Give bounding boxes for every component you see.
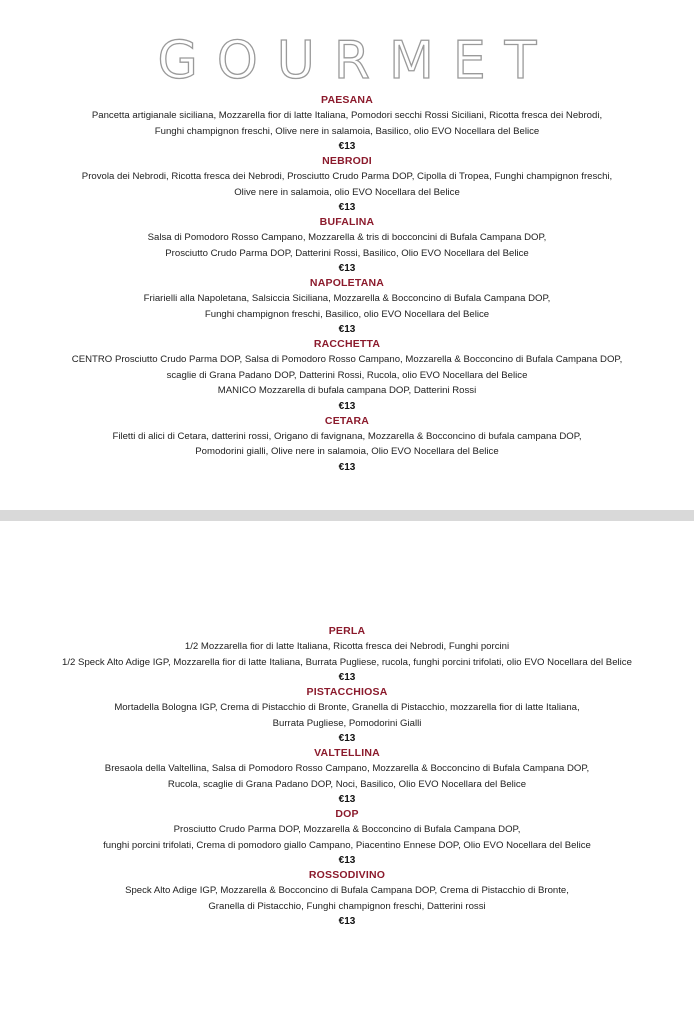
dish-price: €13 xyxy=(338,202,356,213)
dish-ingredients: Pancetta artigianale siciliana, Mozzarella fior di latte Italiana, Pomodori secchi Rossi Siciliani, Ricotta fresca dei Nebrodi, xyxy=(91,110,603,121)
dish-name: NAPOLETANA xyxy=(309,277,385,289)
dish-name: CETARA xyxy=(324,414,370,427)
dish-price: €13 xyxy=(338,141,356,152)
dish-ingredients: Speck Alto Adige IGP, Mozzarella & Bocconcino di Bufala Campana DOP, Crema di Pistacchio di Bronte, xyxy=(125,885,569,896)
menu-item xyxy=(0,154,694,215)
dish-ingredients: Granella di Pistacchio, Funghi champignon freschi, Datterini rossi xyxy=(208,900,486,912)
dish-name: DOP xyxy=(335,808,359,820)
dish-ingredients: funghi porcini trifolati, Crema di pomodoro giallo Campano, Piacentino Ennese DOP, Olio EVO Nocellara del Belice xyxy=(103,839,591,851)
dish-price: €13 xyxy=(338,855,356,866)
menu-item xyxy=(0,746,694,807)
dish-price: €13 xyxy=(338,916,356,927)
menu-item xyxy=(0,414,694,475)
dish-price: €13 xyxy=(338,672,356,683)
dish-ingredients: Pomodorini gialli, Olive nere in salamoia, Olio EVO Nocellara del Belice xyxy=(195,446,499,457)
dish-ingredients: Funghi champignon freschi, Basilico, olio EVO Nocellara del Belice xyxy=(204,308,490,320)
dish-name: PISTACCHIOSA xyxy=(306,686,388,698)
dish-ingredients: Mortadella Bologna IGP, Crema di Pistacchio di Bronte, Granella di Pistacchio, mozzarella fior di latte Italiana, xyxy=(114,702,580,713)
dish-ingredients: Funghi champignon freschi, Olive nere in salamoia, Basilico, olio EVO Nocellara del Belice xyxy=(154,125,540,137)
menu-item xyxy=(0,337,694,414)
menu-item xyxy=(0,685,694,746)
menu-list-2 xyxy=(0,624,694,929)
dish-ingredients: Salsa di Pomodoro Rosso Campano, Mozzarella & tris di bocconcini di Bufala Campana DOP, xyxy=(147,232,547,243)
dish-ingredients: 1/2 Mozzarella fior di latte Italiana, Ricotta fresca dei Nebrodi, Funghi porcini xyxy=(184,641,510,652)
page-title: GOURMET xyxy=(157,31,556,91)
menu-item xyxy=(0,624,694,685)
menu-item xyxy=(0,868,694,929)
dish-ingredients: Friarielli alla Napoletana, Salsiccia Siciliana, Mozzarella & Bocconcino di Bufala Campana DOP, xyxy=(143,293,551,304)
dish-name: RACCHETTA xyxy=(313,338,381,350)
dish-ingredients: MANICO Mozzarella di bufala campana DOP, Datterini Rossi xyxy=(217,385,477,396)
menu-item xyxy=(0,93,694,154)
dish-ingredients: Olive nere in salamoia, olio EVO Nocellara del Belice xyxy=(234,186,460,198)
dish-price: €13 xyxy=(338,733,356,744)
page-divider xyxy=(0,510,694,521)
dish-ingredients: Filetti di alici di Cetara, datterini rossi, Origano di favignana, Mozzarella & Bocconcino di bufala campana DOP, xyxy=(112,430,582,442)
menu-page-2 xyxy=(0,521,694,1024)
dish-ingredients: Prosciutto Crudo Parma DOP, Datterini Rossi, Basilico, Olio EVO Nocellara del Belice xyxy=(165,247,529,259)
dish-ingredients: 1/2 Speck Alto Adige IGP, Mozzarella fior di latte Italiana, Burrata Pugliese, rucola, funghi porcini trifolati, olio EVO Nocellara del Belice xyxy=(62,656,632,668)
dish-name: PAESANA xyxy=(321,94,373,106)
dish-price: €13 xyxy=(338,400,356,412)
dish-price: €13 xyxy=(338,461,356,473)
menu-item xyxy=(0,807,694,868)
menu-list-1 xyxy=(0,93,694,475)
dish-name: PERLA xyxy=(328,625,366,637)
dish-price: €13 xyxy=(338,794,356,805)
dish-ingredients: CENTRO Prosciutto Crudo Parma DOP, Salsa di Pomodoro Rosso Campano, Mozzarella & Bocconcino di Bufala Campana DOP, xyxy=(71,354,623,365)
dish-name: BUFALINA xyxy=(319,216,375,228)
menu-item xyxy=(0,215,694,276)
dish-ingredients: scaglie di Grana Padano DOP, Datterini Rossi, Rucola, olio EVO Nocellara del Belice xyxy=(166,369,528,381)
dish-name: ROSSODIVINO xyxy=(308,869,386,881)
dish-name: NEBRODI xyxy=(322,155,372,167)
dish-ingredients: Prosciutto Crudo Parma DOP, Mozzarella & Bocconcino di Bufala Campana DOP, xyxy=(173,824,521,835)
menu-page-1 xyxy=(0,0,694,510)
dish-ingredients: Burrata Pugliese, Pomodorini Gialli xyxy=(272,717,422,729)
dish-ingredients: Rucola, scaglie di Grana Padano DOP, Noci, Basilico, Olio EVO Nocellara del Belice xyxy=(167,778,527,790)
dish-name: VALTELLINA xyxy=(314,747,380,759)
dish-price: €13 xyxy=(338,324,356,335)
menu-item xyxy=(0,276,694,337)
dish-price: €13 xyxy=(338,263,356,274)
dish-ingredients: Provola dei Nebrodi, Ricotta fresca dei Nebrodi, Prosciutto Crudo Parma DOP, Cipolla di Tropea, Funghi champignon freschi, xyxy=(81,171,613,182)
dish-ingredients: Bresaola della Valtellina, Salsa di Pomodoro Rosso Campano, Mozzarella & Bocconcino di Bufala Campana DOP, xyxy=(104,763,590,774)
